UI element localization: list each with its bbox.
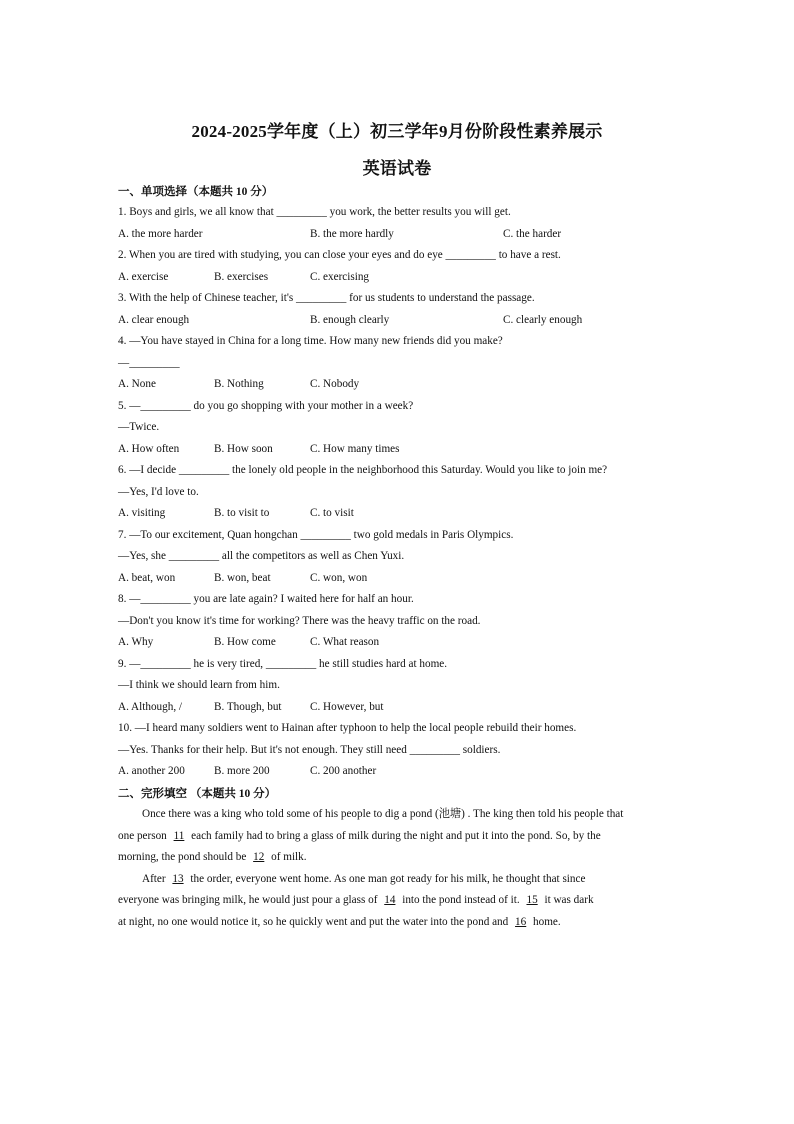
passage-text: home.	[530, 915, 561, 928]
passage-line	[118, 869, 676, 891]
q8-option-a: A. Why	[118, 636, 154, 648]
q4-stem: 4. —You have stayed in China for a long time. How many new friends did you make?	[118, 335, 503, 347]
passage-line	[118, 826, 676, 848]
q7-stem: 7. —To our excitement, Quan hongchan _________ two gold medals in Paris Olympics.	[118, 528, 514, 541]
q1-options	[118, 224, 698, 246]
q8-options	[118, 632, 698, 654]
q3-option-a: A. clear enough	[118, 313, 190, 326]
q5-option-b: B. How soon	[214, 442, 273, 455]
passage-text: morning, the pond should be	[118, 851, 250, 863]
cloze-blank-16: 16	[515, 915, 527, 928]
q9-option-a: A. Although, /	[118, 700, 183, 713]
q7-option-c: C. won, won	[310, 571, 368, 584]
passage-text: the order, everyone went home. As one man got ready for his milk, he thought that since	[187, 872, 586, 885]
q6-reply: —Yes, I'd love to.	[118, 485, 199, 498]
q4-option-b: B. Nothing	[214, 378, 264, 390]
q5-options	[118, 439, 698, 461]
q8-option-b: B. How come	[214, 636, 276, 648]
q3-option-b: B. enough clearly	[310, 313, 390, 326]
passage-text: each family had to bring a glass of milk during the night and put it into the pond. So, by the	[188, 829, 601, 842]
q10-options	[118, 761, 698, 783]
q7-option-b: B. won, beat	[214, 571, 271, 584]
q5-stem: 5. —_________ do you go shopping with your mother in a week?	[118, 399, 414, 412]
q9-options	[118, 697, 698, 719]
q5-option-c: C. How many times	[310, 442, 400, 455]
q6-option-a: A. visiting	[118, 507, 166, 519]
q5-reply: —Twice.	[118, 421, 160, 433]
q1-option-a: A. the more harder	[118, 227, 203, 240]
cloze-blank-11: 11	[173, 829, 185, 842]
q8-option-c: C. What reason	[310, 636, 380, 648]
cloze-blank-14: 14	[384, 894, 396, 906]
q3-option-c: C. clearly enough	[503, 313, 583, 326]
passage-text: everyone was bringing milk, he would just pour a glass of	[118, 894, 381, 906]
q1-option-c: C. the harder	[503, 227, 562, 240]
q4-options	[118, 374, 698, 396]
passage-line	[118, 890, 676, 912]
q8-reply: —Don't you know it's time for working? There was the heavy traffic on the road.	[118, 614, 481, 627]
q9-reply: —I think we should learn from him.	[118, 679, 280, 691]
q10-option-b: B. more 200	[214, 765, 270, 777]
q1-stem: 1. Boys and girls, we all know that _________ you work, the better results you will get.	[118, 206, 511, 218]
q10-reply: —Yes. Thanks for their help. But it's not enough. They still need _________ soldiers.	[118, 743, 501, 756]
passage-text: Once there was a king who told some of his people to dig a pond (池塘) . The king then told his people that	[142, 808, 624, 820]
q10-option-c: C. 200 another	[310, 765, 377, 777]
cloze-passage	[118, 804, 676, 933]
q6-option-b: B. to visit to	[214, 507, 270, 519]
passage-text: of milk.	[268, 851, 307, 863]
q7-options	[118, 568, 698, 590]
q6-options	[118, 503, 698, 525]
cloze-blank-12: 12	[253, 851, 265, 863]
q9-stem: 9. —_________ he is very tired, _________ he still studies hard at home.	[118, 657, 448, 670]
q8-stem: 8. —_________ you are late again? I waited here for half an hour.	[118, 593, 414, 605]
passage-text: After	[142, 872, 169, 885]
q10-option-a: A. another 200	[118, 765, 185, 777]
passage-line	[118, 847, 676, 869]
multiple-choice-list	[118, 202, 698, 783]
q2-stem: 2. When you are tired with studying, you can close your eyes and do eye _________ to have a rest.	[118, 249, 561, 261]
q4-option-c: C. Nobody	[310, 378, 360, 390]
section-2-heading: 二、完形填空 （本题共 10 分）	[118, 788, 277, 800]
exam-title: 2024-2025学年度（上）初三学年9月份阶段性素养展示	[191, 122, 603, 141]
passage-line	[118, 804, 676, 826]
q9-option-b: B. Though, but	[214, 700, 282, 713]
cloze-blank-13: 13	[172, 872, 184, 885]
q4-reply: —_________	[118, 356, 180, 369]
q9-option-c: C. However, but	[310, 700, 384, 713]
q3-options	[118, 310, 698, 332]
q2-option-b: B. exercises	[214, 270, 269, 283]
passage-line	[118, 912, 676, 934]
q3-stem: 3. With the help of Chinese teacher, it's _________ for us students to understand the passage.	[118, 292, 535, 304]
q5-option-a: A. How often	[118, 442, 180, 455]
q1-option-b: B. the more hardly	[310, 227, 394, 240]
q2-option-a: A. exercise	[118, 270, 169, 283]
passage-text: into the pond instead of it.	[399, 894, 523, 906]
q10-stem: 10. —I heard many soldiers went to Hainan after typhoon to help the local people rebuild their homes.	[118, 722, 577, 734]
q2-options	[118, 267, 698, 289]
section-1-heading: 一、单项选择（本题共 10 分）	[118, 186, 274, 198]
q4-option-a: A. None	[118, 378, 156, 390]
q2-option-c: C. exercising	[310, 270, 370, 283]
q7-option-a: A. beat, won	[118, 571, 176, 584]
q7-reply: —Yes, she _________ all the competitors as well as Chen Yuxi.	[118, 550, 405, 562]
q6-option-c: C. to visit	[310, 507, 354, 519]
q6-stem: 6. —I decide _________ the lonely old people in the neighborhood this Saturday. Would you like to join me?	[118, 464, 608, 476]
passage-text: one person	[118, 829, 170, 842]
passage-text: it was dark	[541, 894, 594, 906]
exam-subtitle: 英语试卷	[362, 159, 432, 178]
passage-text: at night, no one would notice it, so he quickly went and put the water into the pond and	[118, 915, 512, 928]
cloze-blank-15: 15	[526, 894, 538, 906]
